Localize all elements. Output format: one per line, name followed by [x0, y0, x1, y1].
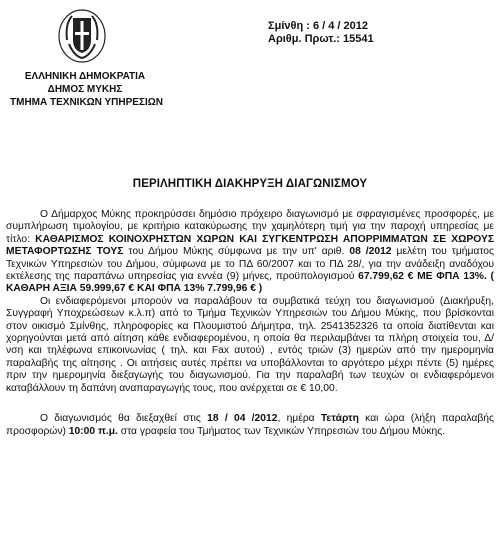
paragraph-date: Ο διαγωνισμός θα διεξαχθεί στις 18 / 04 /2012, ημέρα Τετάρτη και ώρα (λήξη παραλαβής προσφορών) 10:00 π.μ. στα γραφεία του Τμήματος των Τεχνικών Υπηρεσιών του Δήμου Μύκης. — [6, 413, 494, 437]
issuer-block — [10, 70, 163, 109]
issuer-line: ΔΗΜΟΣ ΜΥΚΗΣ — [47, 84, 123, 95]
paragraph-documents: Οι ενδιαφερόμενοι μπορούν να παραλάβουν τα συμβατικά τεύχη του διαγωνισμού (Διακήρυξη, Συγγραφή Υποχρεώσεων κ.λ.π) από το Τμήμα Τεχνικών Υπηρεσιών του Δήμου Μύκης, που βρίσκονται στον οικισμό Σμίνθης, πληροφορίες κα Πλουμιστού Δήμητρα, τηλ. 2541352326 τα οποία διατίθενται και χορηγούνται μετά από αίτηση κάθε ενδιαφερομένου, η οποία θα περιλαμβάνει τα πλήρη στοιχεία του, Δ/νση και τηλέφωνα επικοινωνίας ( τηλ. και Fax αυτού) , εντός τριών (3) ημερών από την ημερομηνία παραλαβής της αίτησης . Οι αιτήσεις αυτές πρέπει να υποβάλλονται το αργότερο μέχρι πέντε (5) ημέρες πριν την ημερομηνία διεξαγωγής του διαγωνισμού. Για την παραλαβή των τευχών οι ενδιαφερόμενοι καταβάλλουν τη δαπάνη αναπαραγωγής τους, που ανέρχεται σε € 10,00. — [6, 295, 494, 394]
issuer-line: ΤΜΗΜΑ ΤΕΧΝΙΚΩΝ ΥΠΗΡΕΣΙΩΝ — [10, 97, 163, 108]
date-protocol-block — [268, 20, 374, 46]
paragraph-announcement: Ο Δήμαρχος Μύκης προκηρύσσει δημόσιο πρόχειρο διαγωνισμό με σφραγισμένες προσφορές, με συμπλήρωση τιμολογίου, με κριτήριο κατακύρωσης την χαμηλότερη τιμή για την παροχή υπηρεσίας με τίτλο: ΚΑΘΑΡΙΣΜΟΣ ΚΟΙΝΟΧΡΗΣΤΩΝ ΧΩΡΩΝ ΚΑΙ ΣΥΓΚΕΝΤΡΩΣΗ ΑΠΟΡΡΙΜΜΑΤΩΝ ΣΕ ΧΩΡΟΥΣ ΜΕΤΑΦΟΡΤΩΣΗΣ ΤΟΥΣ του Δήμου Μύκης σύμφωνα με την υπ' αριθ. 08 /2012 μελέτη του τμήματος Τεχνικών Υπηρεσιών του Δήμου, σύμφωνα με το ΠΔ 60/2007 και το ΠΔ 28/, για την ανάδειξη αναδόχου εκτέλεσης της παραπάνω υπηρεσίας για εννέα (9) μήνες, προϋπολογισμού 67.799,62 € ΜΕ ΦΠΑ 13%. ( ΚΑΘΑΡΗ ΑΞΙΑ 59.999,67 € ΚΑΙ ΦΠΑ 13% 7.799,96 € ) — [6, 209, 494, 295]
greek-coat-of-arms-icon — [58, 6, 106, 64]
document-body — [6, 209, 494, 438]
document-title: ΠΕΡΙΛΗΠΤΙΚΗ ΔΙΑΚΗΡΥΞΗ ΔΙΑΓΩΝΙΣΜΟΥ — [132, 178, 368, 190]
issuer-line: ΕΛΛΗΝΙΚΗ ΔΗΜΟΚΡΑΤΙΑ — [24, 71, 146, 82]
date-line: Σμίνθη : 6 / 4 / 2012 — [268, 20, 368, 32]
protocol-number: Αριθμ. Πρωτ.: 15541 — [268, 33, 374, 45]
